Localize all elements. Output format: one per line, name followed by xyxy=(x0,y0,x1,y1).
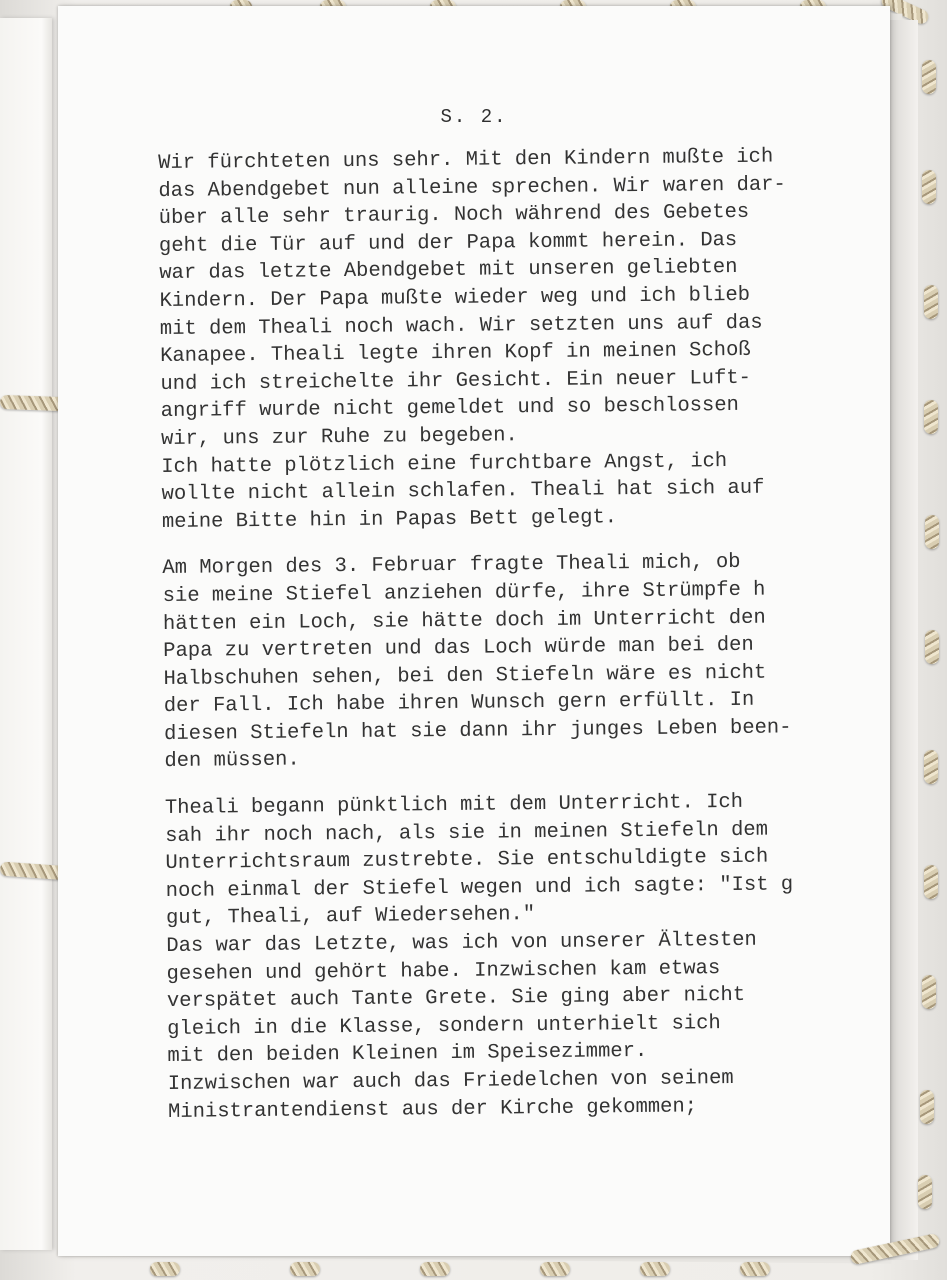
binding-cord xyxy=(925,630,939,664)
binding-cord xyxy=(290,1262,320,1276)
text-line: Am Morgen des 3. Februar fragte Theali mich, ob xyxy=(162,551,741,581)
page-text xyxy=(158,142,898,1145)
text-line: gesehen und gehört habe. Inzwischen kam etwas xyxy=(166,956,721,986)
binding-cord xyxy=(420,1262,450,1276)
paragraph xyxy=(158,142,892,536)
text-line: verspätet auch Tante Grete. Sie ging aber nicht xyxy=(166,984,746,1014)
previous-page-edge xyxy=(0,18,52,1250)
text-line: diesen Stiefeln hat sie dann ihr junges Leben been- xyxy=(163,716,792,746)
binding-cord xyxy=(922,60,936,94)
text-line: Wir fürchteten uns sehr. Mit den Kindern mußte ich xyxy=(158,145,774,175)
text-line: hätten ein Loch, sie hätte doch im Unterricht den xyxy=(162,606,766,636)
text-line: angriff wurde nicht gemeldet und so beschlossen xyxy=(160,394,740,424)
text-line: meine Bitte hin in Papas Bett gelegt. xyxy=(161,505,618,534)
text-line: war das letzte Abendgebet mit unseren geliebten xyxy=(159,256,738,286)
binding-cord xyxy=(924,400,938,434)
text-line: der Fall. Ich habe ihren Wunsch gern erfüllt. In xyxy=(163,689,755,719)
binding-cord xyxy=(924,865,938,899)
text-line: Inzwischen war auch das Friedelchen von seinem xyxy=(167,1067,734,1096)
text-line: wollte nicht allein schlafen. Theali hat sich auf xyxy=(161,476,765,507)
text-line: noch einmal der Stiefel wegen und ich sagte: "Ist g xyxy=(165,873,794,903)
page-number: S. 2. xyxy=(440,106,508,128)
paragraph xyxy=(165,787,898,1126)
text-line: sie meine Stiefel anziehen dürfe, ihre Strümpfe h xyxy=(162,578,766,608)
text-line: den müssen. xyxy=(164,749,300,774)
text-line: Unterrichtsraum zustrebte. Sie entschuldigte sich xyxy=(165,845,769,876)
binding-cord xyxy=(922,170,936,204)
text-line: Kindern. Der Papa mußte wieder weg und ich blieb xyxy=(159,283,751,313)
typewritten-page xyxy=(58,6,890,1256)
text-line: und ich streichelte ihr Gesicht. Ein neuer Luft- xyxy=(160,366,752,396)
text-line: wir, uns zur Ruhe zu begeben. xyxy=(160,424,518,451)
binding-cord xyxy=(925,515,939,549)
text-line: gut, Theali, auf Wiedersehen." xyxy=(165,903,536,931)
binding-cord xyxy=(924,750,938,784)
binding-cord xyxy=(920,1090,934,1124)
text-line: gleich in die Klasse, sondern unterhielt sich xyxy=(167,1011,721,1041)
text-line: über alle sehr traurig. Noch während des Gebetes xyxy=(158,201,750,231)
binding-cord xyxy=(922,975,936,1009)
text-line: Theali begann pünktlich mit dem Unterricht. Ich xyxy=(164,790,744,821)
text-line: Papa zu vertreten und das Loch würde man bei den xyxy=(163,633,754,664)
text-line: sah ihr noch nach, als sie in meinen Stiefeln dem xyxy=(165,818,769,848)
binding-cord xyxy=(924,285,938,319)
binding-cord xyxy=(740,1262,770,1276)
text-line: mit den beiden Kleinen im Speisezimmer. xyxy=(167,1040,648,1069)
text-line: Halbschuhen sehen, bei den Stiefeln wäre es nicht xyxy=(163,661,767,691)
text-line: Kanapee. Theali legte ihren Kopf in meinen Schoß xyxy=(160,338,751,369)
text-line: Das war das Letzte, was ich von unserer Ältesten xyxy=(166,928,757,958)
text-line: mit dem Theali noch wach. Wir setzten uns auf das xyxy=(159,311,763,341)
text-line: das Abendgebet nun alleine sprechen. Wir waren dar- xyxy=(158,173,786,203)
binding-cord xyxy=(918,1175,932,1209)
binding-cord xyxy=(150,1262,180,1276)
text-line: Ich hatte plötzlich eine furchtbare Angst, ich xyxy=(161,449,728,479)
binding-cord xyxy=(540,1262,570,1276)
paragraph xyxy=(162,548,894,776)
text-line: Ministrantendienst aus der Kirche gekommen; xyxy=(167,1095,698,1124)
text-line: geht die Tür auf und der Papa kommt herein. Das xyxy=(158,228,738,258)
binding-cord xyxy=(640,1262,670,1276)
